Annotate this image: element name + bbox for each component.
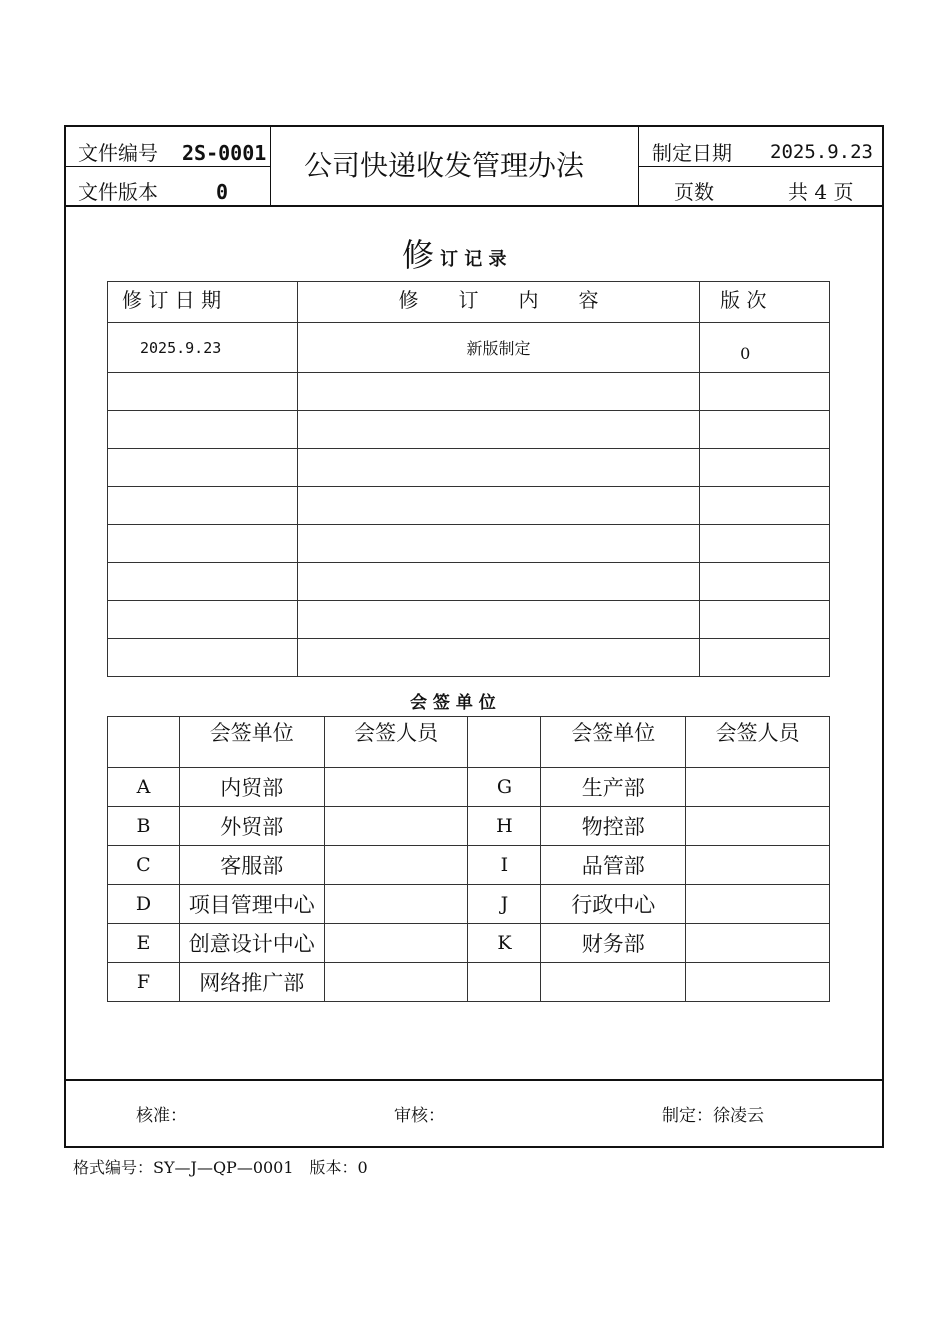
- signoff-unit: 财务部: [541, 924, 686, 963]
- signoff-person: [324, 885, 468, 924]
- doc-version-value: 0: [216, 180, 229, 204]
- revision-content-cell: 新版制定: [297, 323, 699, 373]
- revision-version-cell: [700, 449, 830, 487]
- revision-col-version: 版 次: [700, 282, 830, 323]
- prepare-label: 制定：徐凌云: [662, 1106, 764, 1126]
- revision-version-cell: [700, 601, 830, 639]
- revision-version-cell: 0: [700, 323, 830, 373]
- page-count-value: 共 4 页: [788, 180, 854, 204]
- signoff-code: [468, 963, 541, 1002]
- revision-heading-small: 订 记 录: [440, 249, 507, 270]
- signoff-unit: 项目管理中心: [179, 885, 324, 924]
- revision-content-cell: [297, 487, 699, 525]
- revision-table: [107, 281, 830, 677]
- signoff-code: F: [108, 963, 180, 1002]
- revision-date-cell: [108, 373, 298, 411]
- revision-version-cell: [700, 639, 830, 677]
- revision-content-cell: [297, 449, 699, 487]
- header-bottom-border: [66, 205, 882, 207]
- revision-date-cell: [108, 525, 298, 563]
- signoff-code: K: [468, 924, 541, 963]
- table-row: [108, 563, 830, 601]
- approve-label: 核准：: [136, 1106, 187, 1126]
- signoff-unit: [541, 963, 686, 1002]
- signoff-code: H: [468, 807, 541, 846]
- revision-date-cell: [108, 449, 298, 487]
- format-code-line: 格式编号：SY—J—QP—0001 版本：0: [73, 1158, 368, 1177]
- signoff-col-unit-left: 会签单位: [179, 717, 324, 768]
- table-row: [108, 768, 830, 807]
- signoff-person: [324, 963, 468, 1002]
- table-row: [108, 487, 830, 525]
- signoff-unit: 行政中心: [541, 885, 686, 924]
- signoff-person: [686, 963, 830, 1002]
- signoff-person: [686, 846, 830, 885]
- signoff-person: [686, 885, 830, 924]
- signoff-code: E: [108, 924, 180, 963]
- doc-version-label: 文件版本: [78, 180, 158, 204]
- header-row-divider-left: [66, 166, 270, 167]
- issue-date-label: 制定日期: [652, 141, 732, 165]
- signoff-unit: 外贸部: [179, 807, 324, 846]
- signoff-code: J: [468, 885, 541, 924]
- signoff-col-unit-right: 会签单位: [541, 717, 686, 768]
- revision-content-cell: [297, 411, 699, 449]
- revision-version-cell: [700, 411, 830, 449]
- signoff-unit: 网络推广部: [179, 963, 324, 1002]
- revision-date-cell: [108, 563, 298, 601]
- signoff-col-person-left: 会签人员: [324, 717, 468, 768]
- document-frame: [64, 125, 884, 1148]
- signoff-code: G: [468, 768, 541, 807]
- table-row: [108, 807, 830, 846]
- signoff-col-code-right: [468, 717, 541, 768]
- doc-number-label: 文件编号: [78, 141, 158, 165]
- doc-number-value: 2S-0001: [182, 141, 267, 165]
- header-row-divider-right: [638, 166, 882, 167]
- signoff-col-person-right: 会签人员: [686, 717, 830, 768]
- revision-content-cell: [297, 373, 699, 411]
- header-divider-left: [270, 127, 271, 205]
- revision-version-cell: [700, 487, 830, 525]
- signoff-code: A: [108, 768, 180, 807]
- review-label: 审核：: [394, 1106, 445, 1126]
- revision-content-cell: [297, 601, 699, 639]
- revision-date-cell: [108, 411, 298, 449]
- table-row: [108, 639, 830, 677]
- signoff-code: C: [108, 846, 180, 885]
- document-title: 公司快递收发管理办法: [304, 149, 585, 182]
- signoff-unit: 品管部: [541, 846, 686, 885]
- signoff-person: [686, 807, 830, 846]
- revision-date-cell: [108, 639, 298, 677]
- table-row: [108, 525, 830, 563]
- signoff-person: [324, 924, 468, 963]
- revision-col-content: 修 订 内 容: [297, 282, 699, 323]
- table-row: [108, 373, 830, 411]
- revision-version-cell: [700, 525, 830, 563]
- revision-header-row: [108, 282, 830, 323]
- signoff-unit: 内贸部: [179, 768, 324, 807]
- page-count-label: 页数: [674, 180, 714, 204]
- issue-date-value: 2025.9.23: [770, 141, 873, 163]
- revision-version-cell: [700, 563, 830, 601]
- signoff-code: D: [108, 885, 180, 924]
- signoff-header-row: [108, 717, 830, 768]
- table-row: [108, 411, 830, 449]
- revision-content-cell: [297, 525, 699, 563]
- signoff-unit: 创意设计中心: [179, 924, 324, 963]
- table-row: [108, 846, 830, 885]
- signoff-unit: 物控部: [541, 807, 686, 846]
- revision-date-cell: 2025.9.23: [108, 323, 298, 373]
- table-row: [108, 963, 830, 1002]
- signoff-person: [324, 768, 468, 807]
- table-row: [108, 601, 830, 639]
- table-row: [108, 924, 830, 963]
- signoff-person: [324, 807, 468, 846]
- revision-content-cell: [297, 639, 699, 677]
- signoff-person: [686, 924, 830, 963]
- revision-date-cell: [108, 601, 298, 639]
- revision-content-cell: [297, 563, 699, 601]
- signoff-table: [107, 716, 830, 1002]
- signoff-unit: 客服部: [179, 846, 324, 885]
- revision-col-date: 修 订 日 期: [108, 282, 298, 323]
- revision-version-cell: [700, 373, 830, 411]
- table-row: [108, 885, 830, 924]
- table-row: [108, 323, 830, 373]
- signoff-person: [324, 846, 468, 885]
- footer-divider: [66, 1079, 882, 1081]
- table-row: [108, 449, 830, 487]
- signoff-person: [686, 768, 830, 807]
- revision-heading-big: 修: [402, 236, 435, 274]
- revision-date-cell: [108, 487, 298, 525]
- signoff-unit: 生产部: [541, 768, 686, 807]
- signoff-code: B: [108, 807, 180, 846]
- signoff-col-code-left: [108, 717, 180, 768]
- signoff-heading: 会 签 单 位: [410, 693, 496, 713]
- signoff-code: I: [468, 846, 541, 885]
